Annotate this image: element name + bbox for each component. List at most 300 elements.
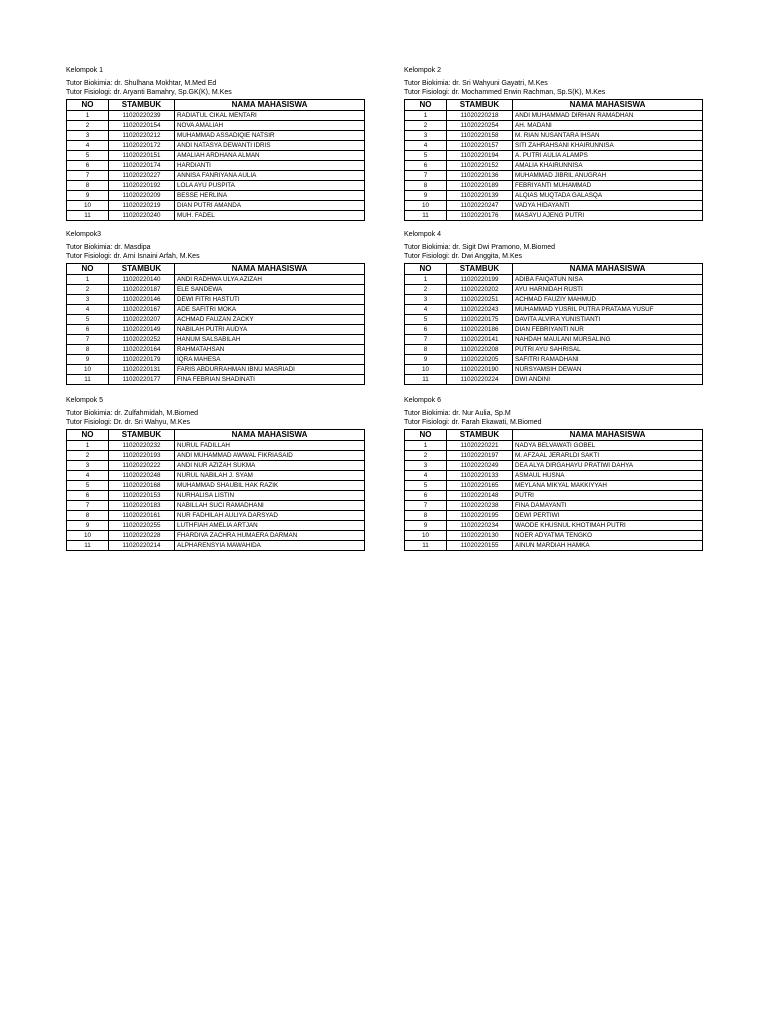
cell-stambuk: 11020220239 — [109, 110, 175, 120]
cell-stambuk: 11020220194 — [447, 150, 513, 160]
cell-no: 8 — [67, 180, 109, 190]
cell-nama: IQRA MAHESA — [175, 354, 365, 364]
cell-no: 3 — [67, 130, 109, 140]
cell-stambuk: 11020220248 — [109, 470, 175, 480]
cell-stambuk: 11020220131 — [109, 364, 175, 374]
cell-stambuk: 11020220176 — [447, 210, 513, 220]
cell-nama: ANDI NATASYA DEWANTI IDRIS — [175, 140, 365, 150]
cell-stambuk: 11020220172 — [109, 140, 175, 150]
cell-stambuk: 11020220175 — [447, 314, 513, 324]
cell-no: 5 — [67, 314, 109, 324]
table-row — [405, 364, 703, 374]
cell-no: 10 — [67, 200, 109, 210]
cell-nama: DEWI PERTIWI — [513, 510, 703, 520]
cell-stambuk: 11020220232 — [109, 440, 175, 450]
cell-no: 6 — [405, 490, 447, 500]
cell-no: 2 — [405, 450, 447, 460]
table-row — [67, 460, 365, 470]
cell-nama: AINUN MARDIAH HAMKA — [513, 540, 703, 550]
cell-stambuk: 11020220238 — [447, 500, 513, 510]
cell-no: 7 — [405, 500, 447, 510]
cell-stambuk: 11020220243 — [447, 304, 513, 314]
table-row — [405, 110, 703, 120]
cell-stambuk: 11020220161 — [109, 510, 175, 520]
table-row — [405, 130, 703, 140]
cell-nama: PUTRI AYU SAHRISAL — [513, 344, 703, 354]
cell-no: 3 — [405, 130, 447, 140]
cell-nama: SITI ZAHRAHSANI KHAIRUNNISA — [513, 140, 703, 150]
student-table — [404, 263, 703, 385]
table-row — [405, 540, 703, 550]
cell-stambuk: 11020220214 — [109, 540, 175, 550]
cell-no: 9 — [67, 354, 109, 364]
table-row — [405, 530, 703, 540]
cell-nama: M. AFZAAL JERARLDI SAKTI — [513, 450, 703, 460]
cell-no: 2 — [67, 284, 109, 294]
cell-stambuk: 11020220179 — [109, 354, 175, 364]
cell-stambuk: 11020220136 — [447, 170, 513, 180]
group-title: Kelompok 4 — [404, 231, 441, 238]
cell-no: 3 — [405, 460, 447, 470]
cell-nama: MEYLANA MIKYAL MAKKIYYAH — [513, 480, 703, 490]
cell-stambuk: 11020220155 — [447, 540, 513, 550]
cell-no: 7 — [67, 500, 109, 510]
cell-stambuk: 11020220165 — [447, 480, 513, 490]
cell-stambuk: 11020220227 — [109, 170, 175, 180]
header-nama: NAMA MAHASISWA — [175, 99, 365, 110]
cell-no: 7 — [405, 170, 447, 180]
table-row — [67, 364, 365, 374]
group-title: Kelompok 2 — [404, 67, 441, 74]
table-row — [67, 210, 365, 220]
tutor-biokimia: Tutor Biokimia: dr. Sri Wahyuni Gayatri, M.Kes — [404, 79, 548, 87]
table-row — [405, 190, 703, 200]
cell-no: 4 — [405, 304, 447, 314]
cell-stambuk: 11020220234 — [447, 520, 513, 530]
group-kelompok-5 — [66, 396, 364, 551]
cell-stambuk: 11020220224 — [447, 374, 513, 384]
cell-stambuk: 11020220157 — [447, 140, 513, 150]
group-title: Kelompok3 — [66, 231, 102, 238]
cell-nama: NUR FADHILAH AULIYA DARSYAD — [175, 510, 365, 520]
cell-nama: FINA FEBRIAN SHADINATI — [175, 374, 365, 384]
table-row — [405, 210, 703, 220]
table-row — [405, 274, 703, 284]
group-kelompok-3 — [66, 230, 364, 385]
cell-nama: NAHDAH MAULANI MURSALING — [513, 334, 703, 344]
table-row — [67, 440, 365, 450]
table-row — [67, 344, 365, 354]
cell-no: 4 — [67, 140, 109, 150]
cell-nama: NOVA AMALIAH — [175, 120, 365, 130]
cell-nama: ANNISA FANRIYANA AULIA — [175, 170, 365, 180]
table-header-row — [405, 99, 703, 110]
cell-nama: A. PUTRI AULIA ALAMPS — [513, 150, 703, 160]
table-row — [405, 334, 703, 344]
table-row — [67, 304, 365, 314]
cell-nama: FINA DAMAYANTI — [513, 500, 703, 510]
cell-stambuk: 11020220249 — [447, 460, 513, 470]
table-row — [405, 284, 703, 294]
cell-stambuk: 11020220174 — [109, 160, 175, 170]
table-row — [67, 180, 365, 190]
student-table — [66, 429, 365, 551]
table-row — [67, 160, 365, 170]
table-row — [67, 170, 365, 180]
cell-stambuk: 11020220158 — [447, 130, 513, 140]
table-row — [67, 490, 365, 500]
cell-nama: DIAN FEBRIYANTI NUR — [513, 324, 703, 334]
header-no: NO — [405, 429, 447, 440]
cell-stambuk: 11020220222 — [109, 460, 175, 470]
table-row — [405, 500, 703, 510]
header-nama: NAMA MAHASISWA — [513, 99, 703, 110]
cell-no: 1 — [405, 440, 447, 450]
table-row — [67, 374, 365, 384]
cell-no: 4 — [405, 140, 447, 150]
cell-no: 7 — [67, 170, 109, 180]
table-row — [67, 314, 365, 324]
cell-stambuk: 11020220190 — [447, 364, 513, 374]
cell-stambuk: 11020220221 — [447, 440, 513, 450]
cell-nama: ELE SANDEWA — [175, 284, 365, 294]
cell-no: 6 — [67, 160, 109, 170]
cell-no: 6 — [405, 324, 447, 334]
cell-no: 4 — [67, 470, 109, 480]
tutor-biokimia: Tutor Biokimia: dr. Zulfahmidah, M.Biomed — [66, 409, 199, 417]
cell-stambuk: 11020220133 — [447, 470, 513, 480]
cell-nama: MUH. FADEL — [175, 210, 365, 220]
cell-stambuk: 11020220154 — [109, 120, 175, 130]
cell-nama: SAFITRI RAMADHANI — [513, 354, 703, 364]
cell-no: 3 — [405, 294, 447, 304]
cell-stambuk: 11020220209 — [109, 190, 175, 200]
tutor-biokimia: Tutor Biokimia: dr. Masdipa — [66, 243, 151, 251]
table-row — [67, 520, 365, 530]
cell-stambuk: 11020220247 — [447, 200, 513, 210]
cell-stambuk: 11020220208 — [447, 344, 513, 354]
tutor-biokimia: Tutor Biokimia: dr. Sigit Dwi Pramono, M.Biomed — [404, 243, 556, 251]
table-row — [67, 354, 365, 364]
tutor-fisiologi: Tutor Fisiologi: Dr. dr. Sri Wahyu, M.Kes — [66, 419, 190, 426]
cell-no: 3 — [67, 460, 109, 470]
cell-nama: DEWI FITRI HASTUTI — [175, 294, 365, 304]
table-row — [67, 510, 365, 520]
student-table — [66, 263, 365, 385]
cell-nama: HANUM SALSABILAH — [175, 334, 365, 344]
cell-no: 2 — [67, 450, 109, 460]
cell-nama: ANDI NUR AZIZAH SUKMA — [175, 460, 365, 470]
cell-stambuk: 11020220251 — [447, 294, 513, 304]
cell-no: 7 — [405, 334, 447, 344]
cell-stambuk: 11020220195 — [447, 510, 513, 520]
cell-stambuk: 11020220167 — [109, 304, 175, 314]
cell-no: 2 — [405, 120, 447, 130]
cell-stambuk: 11020220183 — [109, 500, 175, 510]
cell-no: 5 — [67, 480, 109, 490]
cell-no: 9 — [67, 190, 109, 200]
table-row — [405, 170, 703, 180]
cell-nama: NABILLAH SUCI RAMADHANI — [175, 500, 365, 510]
cell-no: 1 — [405, 274, 447, 284]
cell-stambuk: 11020220139 — [447, 190, 513, 200]
cell-no: 6 — [67, 490, 109, 500]
cell-no: 10 — [405, 530, 447, 540]
table-row — [67, 530, 365, 540]
cell-nama: WAODE KHUSNUL KHOTIMAH PUTRI — [513, 520, 703, 530]
cell-nama: FARIS ABDURRAHMAN IBNU MASRIADI — [175, 364, 365, 374]
cell-nama: M. RIAN NUSANTARA IHSAN — [513, 130, 703, 140]
cell-nama: NURHALISA LISTIN — [175, 490, 365, 500]
table-row — [405, 294, 703, 304]
cell-no: 10 — [405, 200, 447, 210]
cell-no: 8 — [67, 510, 109, 520]
header-stambuk: STAMBUK — [109, 263, 175, 274]
cell-no: 9 — [405, 520, 447, 530]
cell-nama: NURUL NABILAH J. SYAM — [175, 470, 365, 480]
cell-nama: ANDI MUHAMMAD DIRHAN RAMADHAN — [513, 110, 703, 120]
cell-no: 10 — [67, 364, 109, 374]
table-header-row — [405, 263, 703, 274]
cell-stambuk: 11020220255 — [109, 520, 175, 530]
cell-stambuk: 11020220254 — [447, 120, 513, 130]
tutor-fisiologi: Tutor Fisiologi: dr. Farah Ekawati, M.Biomed — [404, 419, 542, 426]
table-row — [67, 150, 365, 160]
cell-stambuk: 11020220148 — [447, 490, 513, 500]
table-row — [405, 140, 703, 150]
table-row — [405, 440, 703, 450]
student-table — [66, 99, 365, 221]
table-row — [67, 450, 365, 460]
table-row — [405, 354, 703, 364]
cell-no: 11 — [405, 210, 447, 220]
cell-stambuk: 11020220212 — [109, 130, 175, 140]
cell-stambuk: 11020220187 — [109, 284, 175, 294]
table-row — [405, 200, 703, 210]
table-row — [405, 314, 703, 324]
tutor-fisiologi: Tutor Fisiologi: dr. Dwi Anggita, M.Kes — [404, 253, 523, 260]
cell-nama: LOLA AYU PUSPITA — [175, 180, 365, 190]
cell-stambuk: 11020220202 — [447, 284, 513, 294]
table-row — [405, 450, 703, 460]
cell-nama: MASAYU AJENG PUTRI — [513, 210, 703, 220]
cell-stambuk: 11020220153 — [109, 490, 175, 500]
table-header-row — [67, 429, 365, 440]
header-stambuk: STAMBUK — [447, 263, 513, 274]
header-no: NO — [405, 263, 447, 274]
table-header-row — [405, 429, 703, 440]
cell-nama: ASMAUL HUSNA — [513, 470, 703, 480]
table-row — [67, 110, 365, 120]
cell-nama: ANDI RADHWA ULYA AZIZAH — [175, 274, 365, 284]
cell-stambuk: 11020220140 — [109, 274, 175, 284]
header-no: NO — [405, 99, 447, 110]
table-row — [67, 540, 365, 550]
cell-no: 4 — [67, 304, 109, 314]
cell-stambuk: 11020220186 — [447, 324, 513, 334]
cell-nama: DWI ANDINI — [513, 374, 703, 384]
cell-stambuk: 11020220205 — [447, 354, 513, 364]
cell-no: 2 — [405, 284, 447, 294]
tutor-biokimia: Tutor Biokimia: dr. Nur Aulia, Sp.M — [404, 409, 511, 417]
table-header-row — [67, 263, 365, 274]
cell-no: 6 — [67, 324, 109, 334]
cell-stambuk: 11020220177 — [109, 374, 175, 384]
table-row — [405, 150, 703, 160]
tutor-fisiologi: Tutor Fisiologi: dr. Arni Isnaini Arfah, M.Kes — [66, 253, 200, 260]
cell-no: 7 — [67, 334, 109, 344]
cell-no: 3 — [67, 294, 109, 304]
tutor-fisiologi: Tutor Fisiologi: dr. Mochammed Erwin Rachman, Sp.S(K), M.Kes — [404, 89, 606, 96]
cell-nama: ANDI MUHAMMAD AWWAL FIKRIASAID — [175, 450, 365, 460]
cell-no: 5 — [405, 480, 447, 490]
cell-stambuk: 11020220146 — [109, 294, 175, 304]
cell-nama: NURUL FADILLAH — [175, 440, 365, 450]
cell-no: 11 — [67, 374, 109, 384]
cell-nama: HARDIANTI — [175, 160, 365, 170]
table-row — [405, 374, 703, 384]
cell-nama: NOER ADYATMA TENGKO — [513, 530, 703, 540]
header-stambuk: STAMBUK — [447, 99, 513, 110]
cell-no: 1 — [67, 440, 109, 450]
cell-stambuk: 11020220152 — [447, 160, 513, 170]
student-table — [404, 429, 703, 551]
cell-stambuk: 11020220193 — [109, 450, 175, 460]
table-row — [67, 120, 365, 130]
table-row — [405, 180, 703, 190]
cell-no: 6 — [405, 160, 447, 170]
cell-nama: ADIBA FAIQATUN NISA — [513, 274, 703, 284]
table-row — [405, 120, 703, 130]
table-row — [67, 480, 365, 490]
table-row — [405, 490, 703, 500]
cell-nama: MUHAMMAD JIBRIL ANUGRAH — [513, 170, 703, 180]
cell-nama: AYU HARNIDAH RUSTI — [513, 284, 703, 294]
table-row — [405, 324, 703, 334]
group-title: Kelompok 5 — [66, 397, 103, 404]
cell-nama: DIAN PUTRI AMANDA — [175, 200, 365, 210]
table-row — [67, 274, 365, 284]
cell-no: 5 — [67, 150, 109, 160]
header-nama: NAMA MAHASISWA — [513, 429, 703, 440]
cell-no: 9 — [405, 190, 447, 200]
cell-no: 5 — [405, 150, 447, 160]
tutor-fisiologi: Tutor Fisiologi: dr. Aryanti Bamahry, Sp.GK(K), M.Kes — [66, 89, 232, 96]
table-row — [405, 304, 703, 314]
cell-nama: NABILAH PUTRI AUDYA — [175, 324, 365, 334]
cell-no: 10 — [67, 530, 109, 540]
group-title: Kelompok 1 — [66, 67, 103, 74]
cell-nama: AH. MADANI — [513, 120, 703, 130]
cell-nama: MUHAMMAD SHAUBIL HAK RAZIK — [175, 480, 365, 490]
header-no: NO — [67, 99, 109, 110]
table-row — [405, 510, 703, 520]
cell-no: 11 — [67, 210, 109, 220]
cell-nama: RADIATUL CIKAL MENTARI — [175, 110, 365, 120]
cell-nama: DAVITA ALVIRA YUNISTIANTI — [513, 314, 703, 324]
header-nama: NAMA MAHASISWA — [175, 263, 365, 274]
cell-no: 1 — [67, 110, 109, 120]
cell-nama: AMALIAH ARDHANA ALMAN — [175, 150, 365, 160]
cell-stambuk: 11020220130 — [447, 530, 513, 540]
cell-nama: ALQIAS MUQTADA GALASQA — [513, 190, 703, 200]
cell-stambuk: 11020220149 — [109, 324, 175, 334]
header-no: NO — [67, 429, 109, 440]
student-table — [404, 99, 703, 221]
cell-stambuk: 11020220219 — [109, 200, 175, 210]
header-stambuk: STAMBUK — [109, 99, 175, 110]
cell-no: 1 — [67, 274, 109, 284]
cell-no: 8 — [405, 344, 447, 354]
table-row — [67, 284, 365, 294]
cell-nama: MUHAMMAD ASSADIQIE NATSIR — [175, 130, 365, 140]
header-nama: NAMA MAHASISWA — [175, 429, 365, 440]
cell-stambuk: 11020220168 — [109, 480, 175, 490]
table-row — [67, 324, 365, 334]
cell-no: 1 — [405, 110, 447, 120]
cell-no: 8 — [67, 344, 109, 354]
cell-no: 4 — [405, 470, 447, 480]
cell-nama: RAHMATAHSAN — [175, 344, 365, 354]
cell-no: 11 — [405, 374, 447, 384]
cell-nama: NADYA BELVAWATI GOBEL — [513, 440, 703, 450]
group-title: Kelompok 6 — [404, 397, 441, 404]
cell-stambuk: 11020220252 — [109, 334, 175, 344]
cell-nama: NURSYAMSIH DEWAN — [513, 364, 703, 374]
cell-nama: PUTRI — [513, 490, 703, 500]
cell-stambuk: 11020220218 — [447, 110, 513, 120]
cell-stambuk: 11020220207 — [109, 314, 175, 324]
cell-no: 8 — [405, 510, 447, 520]
cell-no: 10 — [405, 364, 447, 374]
cell-no: 11 — [405, 540, 447, 550]
header-stambuk: STAMBUK — [447, 429, 513, 440]
table-row — [405, 460, 703, 470]
cell-no: 9 — [67, 520, 109, 530]
group-kelompok-2 — [404, 66, 702, 221]
header-no: NO — [67, 263, 109, 274]
cell-stambuk: 11020220199 — [447, 274, 513, 284]
cell-no: 2 — [67, 120, 109, 130]
header-stambuk: STAMBUK — [109, 429, 175, 440]
table-header-row — [67, 99, 365, 110]
cell-no: 8 — [405, 180, 447, 190]
cell-stambuk: 11020220228 — [109, 530, 175, 540]
cell-nama: FHARDIVA ZACHRA HUMAERA DARMAN — [175, 530, 365, 540]
table-row — [67, 130, 365, 140]
tutor-biokimia: Tutor Biokimia: dr. Shulhana Mokhtar, M.Med Ed — [66, 79, 217, 87]
cell-stambuk: 11020220151 — [109, 150, 175, 160]
table-row — [405, 470, 703, 480]
cell-nama: VADYA HIDAYANTI — [513, 200, 703, 210]
cell-nama: DEA ALYA DIRGAHAYU PRATIWI DAHYA — [513, 460, 703, 470]
cell-nama: ALPHARENSYIA MAWAHIDA — [175, 540, 365, 550]
table-row — [67, 500, 365, 510]
cell-no: 9 — [405, 354, 447, 364]
group-kelompok-1 — [66, 66, 364, 221]
group-kelompok-6 — [404, 396, 702, 551]
table-row — [67, 190, 365, 200]
cell-stambuk: 11020220192 — [109, 180, 175, 190]
cell-nama: AMALIA KHAIRUNNISA — [513, 160, 703, 170]
table-row — [405, 520, 703, 530]
table-row — [405, 344, 703, 354]
cell-nama: ACHMAD FAUZAN ZACKY — [175, 314, 365, 324]
table-row — [67, 294, 365, 304]
cell-stambuk: 11020220189 — [447, 180, 513, 190]
cell-nama: BESSE HERLINA — [175, 190, 365, 200]
cell-nama: MUHAMMAD YUSRIL PUTRA PRATAMA YUSUF — [513, 304, 703, 314]
